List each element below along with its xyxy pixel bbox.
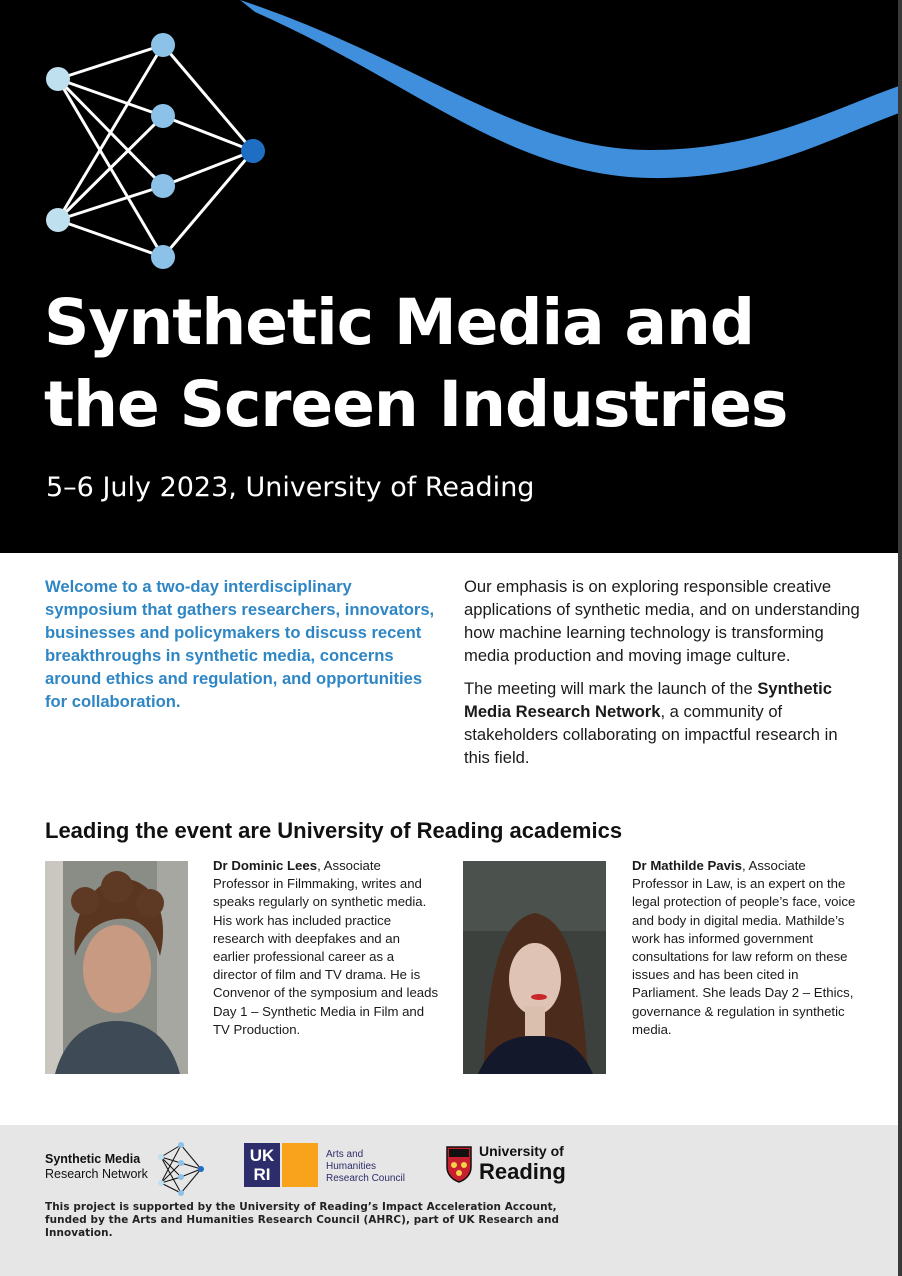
network-node bbox=[46, 67, 70, 91]
ahrc-color-block bbox=[282, 1143, 318, 1187]
intro-highlight: Welcome to a two-day interdisciplinary symposium that gathers researchers, innovators, businesses and policymakers to discuss recent breakthroughs in synthetic media, concerns around ethics and regulation, and opportunities for collaboration. bbox=[45, 577, 435, 711]
network-node bbox=[151, 174, 175, 198]
uor-logo-line-1: University of bbox=[479, 1143, 564, 1159]
network-node bbox=[151, 245, 175, 269]
hero-banner bbox=[0, 0, 902, 553]
network-node bbox=[46, 208, 70, 232]
ukri-ahrc-logo bbox=[244, 1143, 414, 1189]
intro-paragraph-1: Our emphasis is on exploring responsible creative applications of synthetic media, and on understanding how machine learning technology is transforming media production and moving image culture. bbox=[464, 577, 860, 665]
event-date-location: 5–6 July 2023, University of Reading bbox=[46, 472, 535, 503]
intro-body bbox=[464, 575, 864, 779]
page-title bbox=[44, 282, 787, 446]
smrn-logo-line-2: Research Network bbox=[45, 1167, 148, 1181]
uor-logo-line-2: Reading bbox=[479, 1159, 566, 1184]
academics-heading: Leading the event are University of Reading academics bbox=[45, 818, 623, 843]
ahrc-line-1: Arts and bbox=[326, 1149, 364, 1160]
network-node bbox=[241, 139, 265, 163]
smrn-logo-line-1: Synthetic Media bbox=[45, 1152, 141, 1166]
smrn-logo bbox=[45, 1141, 215, 1197]
university-of-reading-logo bbox=[445, 1143, 575, 1189]
title-line-2: the Screen Industries bbox=[44, 368, 788, 441]
ahrc-line-3: Research Council bbox=[326, 1173, 405, 1184]
network-node bbox=[151, 104, 175, 128]
blue-wave-decoration bbox=[240, 0, 902, 178]
network-name: Synthetic Media Research Network bbox=[464, 679, 833, 721]
funding-acknowledgement: This project is supported by the University of Reading’s Impact Acceleration Account, funded by the Arts and Humanities Research Council (AHRC), part of UK Research and Innovation. bbox=[45, 1201, 560, 1239]
portrait-dominic-lees bbox=[45, 861, 188, 1074]
intro-paragraph-2: The meeting will mark the launch of the Synthetic Media Research Network, a community of stakeholders collaborating on impactful research in this field. bbox=[464, 679, 838, 767]
ahrc-line-2: Humanities bbox=[326, 1161, 377, 1172]
bio-dominic-lees: Dr Dominic Lees, Associate Professor in Filmmaking, writes and speaks regularly on synthetic media. His work has included practice research with deepfakes and an earlier professional career as a director of film and TV drama. He is Convenor of the symposium and leads Day 1 – Synthetic Media in Film and TV Production. bbox=[213, 858, 439, 1037]
network-graph-illustration bbox=[0, 0, 902, 553]
crest-icon bbox=[445, 1145, 473, 1183]
network-icon bbox=[157, 1141, 209, 1197]
ukri-mark: UK RI bbox=[244, 1143, 280, 1187]
title-line-1: Synthetic Media and bbox=[44, 286, 754, 359]
person-name: Dr Mathilde Pavis bbox=[632, 858, 742, 873]
person-name: Dr Dominic Lees bbox=[213, 858, 318, 873]
page-edge bbox=[898, 0, 902, 1276]
network-node bbox=[151, 33, 175, 57]
portrait-mathilde-pavis bbox=[463, 861, 606, 1074]
bio-mathilde-pavis: Dr Mathilde Pavis, Associate Professor in Law, is an expert on the legal protection of people’s face, voice and body in digital media. Mathilde’s work has informed government consultations for law reform on these issues and has been cited in Parliament. She leads Day 2 – Ethics, governance & regulation in synthetic media. bbox=[632, 858, 856, 1037]
